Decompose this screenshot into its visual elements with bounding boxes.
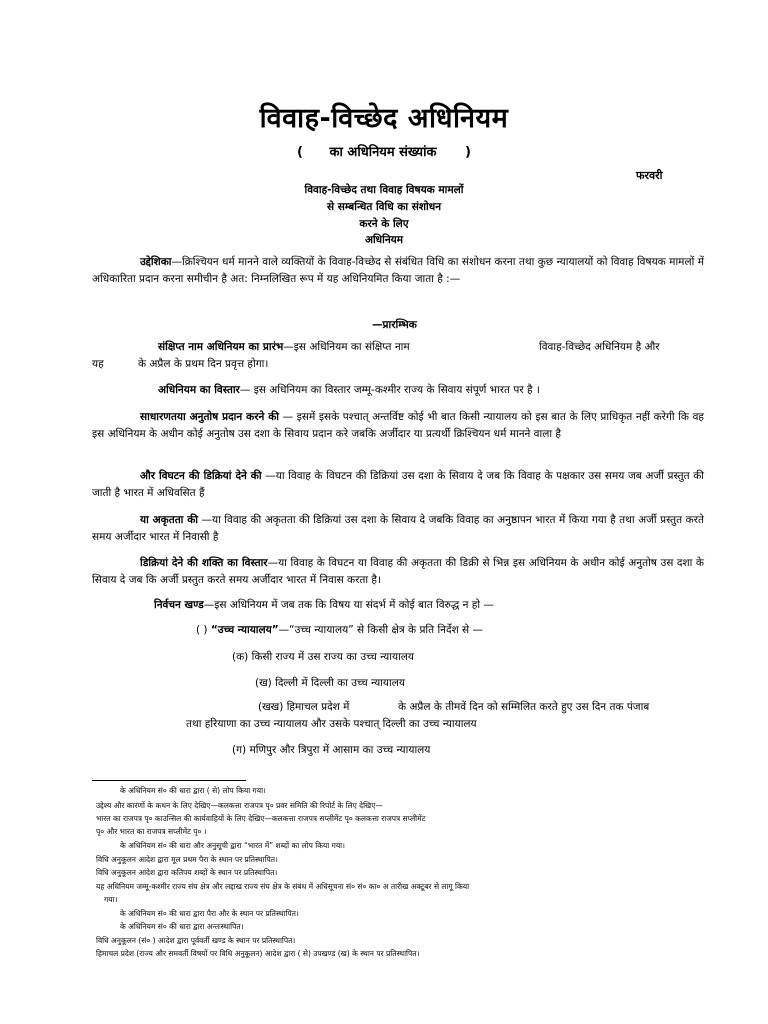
footnote-3: भारत का राजपत्र पृ० काउन्सिल की कार्यवाहियों के लिए देखिए—कलकत्ता राजपत्र सप्लीमेंट पृ० कलकत्ता राजपत्र सप्लीमेंट [96, 814, 426, 823]
footnote-8-cont: गया। [104, 895, 118, 904]
close-paren: ) [465, 145, 471, 160]
footnote-10: के अधिनियम सं० की धारा द्वारा अन्तःस्थापित। [120, 922, 244, 931]
act-number: का अधिनियम संख्यांक [329, 145, 437, 160]
section-4-text: —या विवाह के विघटन की डिक्रियां उस दशा के सिवाय दे जब कि विवाह के पक्षकार उस समय जब अर्जी प्रस्तुत की जाती है भारत में अधिवसित हैं [92, 470, 704, 499]
open-paren: ( [297, 145, 303, 160]
section-1-line-1 [158, 340, 410, 354]
footnote-separator [92, 780, 246, 781]
section-1-text: —इस अधिनियम का संक्षिप्त नाम [283, 341, 410, 353]
preamble-text: —क्रिश्चियन धर्म मानने वाले व्यक्तियों के विवाह-विच्छेद से संबंधित विधि का संशोधन करना तथा कुछ न्यायालयों को विवाह विषयक मामलों में अधिकारिता प्रदान करना समीचीन है अत: निम्नलिखित रूप में यह अधिनियमित किया जाता है :— [92, 256, 704, 285]
section-3-text: — इसमें इसके पश्चात् अन्तर्विष्ट कोई भी बात किसी न्यायालय को इस बात के लिए प्राधिकृत नहीं करेगी कि वह इस अधिनियम के अधीन कोई अनुतोष उस दशा के सिवाय प्रदान करे जबकि अर्जीदार या प्रत्यर्थी क्रिश्चियन धर्म मानने वाला है [92, 411, 704, 440]
footnote-8: यह अधिनियम जम्मू-कश्मीर राज्य संघ क्षेत्र और लद्दाख राज्य संघ क्षेत्र के संबंध में अधिसूचना सं० सं० का० अ तारीख अक्टूबर से लागू किया [96, 882, 470, 891]
clause-kha: (ख) दिल्ली में दिल्ली का उच्च न्यायालय [255, 677, 405, 689]
section-1-heading: संक्षिप्त नाम अधिनियम का प्रारंभ [158, 341, 284, 353]
section-1-line-2b: के अप्रैल के प्रथम दिन प्रवृत्त होगा। [138, 358, 269, 370]
clause-ka: (क) किसी राज्य में उस राज्य का उच्च न्यायालय [232, 651, 414, 663]
section-7-heading: निर्वचन खण्ड [154, 599, 204, 611]
footnote-11: विधि अनुकूलन (सं० ) आदेश द्वारा पूर्ववर्ती खण्ड के स्थान पर प्रतिस्थापित। [96, 936, 296, 945]
act-number-line [0, 142, 768, 160]
document-title: विवाह-विच्छेद अधिनियम [259, 103, 509, 134]
section-7-text: —इस अधिनियम में जब तक कि विषय या संदर्भ में कोई बात विरुद्ध न हो — [203, 599, 494, 611]
section-3 [92, 409, 704, 442]
section-4-heading: और विघटन की डिक्रियां देने की [140, 470, 262, 482]
section-3-heading: साधारणतया अनुतोष प्रदान करने की [140, 411, 280, 423]
chapter-heading: —प्रारम्भिक [372, 319, 417, 331]
enactment-month: फरवरी [636, 169, 663, 182]
section-5-heading: या अकृतता की [140, 514, 198, 526]
footnote-6: विधि अनुकूलन आदेश द्वारा मूल प्रथम पैरा के स्थान पर प्रतिस्थापित। [96, 855, 278, 864]
long-title-line-1: विवाह-विच्छेद तथा विवाह विषयक मामलों [304, 184, 464, 196]
long-title-line-4: अधिनियम [364, 234, 404, 246]
footnote-5: के अधिनियम सं० की धारा और अनुसूची द्वारा “भारत में” शब्दों का लोप किया गया। [120, 841, 345, 850]
clause-ga: (ग) मणिपुर और त्रिपुरा में आसाम का उच्च न्यायालय [232, 744, 431, 756]
section-5 [92, 512, 704, 545]
footnote-2: उद्देश्य और कारणों के कथन के लिए देखिए—कलकत्ता राजपत्र पृ० प्रवर समिति की रिपोर्ट के लिए देखिए— [96, 801, 383, 810]
clause-khakha-b: के अप्रैल के तीमवें दिन को सम्मिलित करते हुए उस दिन तक पंजाब [398, 701, 650, 713]
section-1-line-2a: यह [92, 358, 104, 370]
long-title-line-3: करने के लिए [359, 218, 409, 230]
section-6-heading: डिक्रियां देने की शक्ति का विस्तार [140, 557, 268, 569]
section-2-text: — इस अधिनियम का विस्तार जम्मू-कश्मीर राज्य के सिवाय संपूर्ण भारत पर है । [239, 384, 540, 396]
section-2-heading: अधिनियम का विस्तार [158, 384, 240, 396]
clause-high-court [196, 623, 483, 637]
section-2 [158, 383, 540, 397]
preamble-heading: उद्देशिका [140, 256, 172, 268]
clause-hc-term: “उच्च न्यायालय” [210, 624, 279, 636]
section-7 [154, 598, 494, 612]
footnote-1: के अधिनियम सं० की धारा द्वारा ( से) लोप किया गया। [120, 786, 266, 795]
section-1-act-name: विवाह-विच्छेद अधिनियम है और [539, 341, 660, 353]
clause-hc-prefix: ( ) [196, 624, 211, 636]
footnote-7: विधि अनुकूलन आदेश द्वारा कतिपय शब्दों के स्थान पर प्रतिस्थापित। [96, 868, 278, 877]
long-title-line-2: से सम्बन्धित विधि का संशोधन [326, 201, 442, 213]
clause-khakha-c: तथा हरियाणा का उच्च न्यायालय और उसके पश्चात् दिल्ली का उच्च न्यायालय [186, 718, 477, 730]
clause-khakha-a: (खख) हिमाचल प्रदेश में [258, 701, 350, 713]
footnote-9: के अधिनियम सं० की धारा द्वारा पैरा और के स्थान पर प्रतिस्थापित। [120, 909, 299, 918]
preamble [92, 254, 704, 287]
section-4 [92, 468, 704, 501]
section-5-text: —या विवाह की अकृतता की डिक्रियां उस दशा के सिवाय दे जबकि विवाह का अनुष्ठापन भारत में किया गया है तथा अर्जी प्रस्तुत करते समय अर्जीदार भारत में निवासी है [92, 514, 704, 543]
section-6-text: —या विवाह के विघटन या विवाह की अकृतता की डिक्री से भिन्न इस अधिनियम के अधीन कोई अनुतोष उस दशा के सिवाय दे जब कि अर्जी प्रस्तुत करते समय अर्जीदार भारत में निवास करता है। [92, 557, 704, 586]
clause-hc-text: —“उच्च न्यायालय” से किसी क्षेत्र के प्रति निर्देश से — [278, 624, 483, 636]
section-6 [92, 555, 704, 588]
footnote-12: हिमाचल प्रदेश (राज्य और समवर्ती विषयों पर विधि अनुकूलन) आदेश द्वारा ( से) उपखण्ड (ख) के स्थान पर प्रतिस्थापित। [96, 949, 420, 958]
footnote-4: पृ० और भारत का राजपत्र सप्लीमेंट पृ० । [96, 827, 207, 836]
